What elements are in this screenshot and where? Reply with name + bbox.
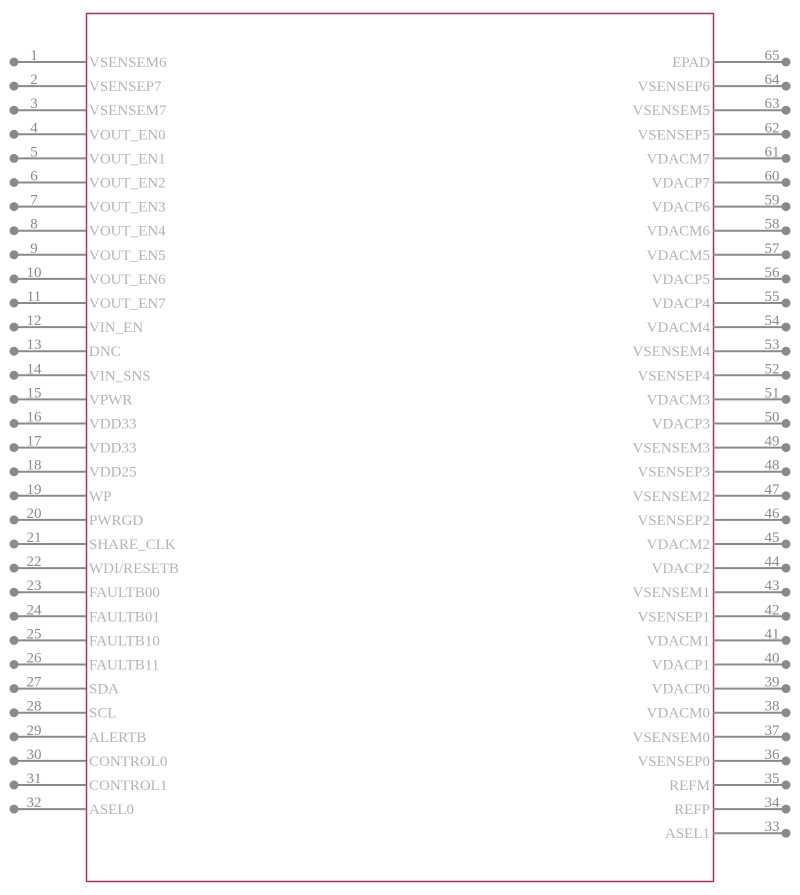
ic-body-outline	[87, 14, 714, 882]
pin-end-dot	[782, 443, 791, 452]
pin-label: CONTROL0	[89, 753, 168, 770]
pin-17	[10, 434, 137, 457]
pin-number: 23	[26, 578, 42, 595]
pin-number: 37	[764, 722, 780, 739]
pin-number: 15	[26, 385, 42, 402]
pin-label: VDACM2	[646, 537, 710, 553]
pin-label: REFM	[669, 778, 710, 794]
pin-21	[10, 530, 176, 553]
pin-end-dot	[782, 178, 791, 187]
pin-number: 36	[764, 746, 780, 763]
pin-label: VSENSEP6	[637, 79, 710, 96]
pin-33	[665, 819, 791, 842]
pin-label: DNC	[89, 344, 121, 361]
pin-label: VSENSEM2	[632, 488, 710, 505]
pin-label: VDACM1	[646, 633, 710, 650]
pin-label: VSENSEM5	[632, 103, 710, 120]
pin-38	[647, 699, 791, 722]
pin-end-dot	[10, 443, 19, 452]
pin-label: VSENSEM3	[632, 440, 710, 457]
pin-30	[10, 747, 168, 770]
pin-31	[10, 771, 168, 794]
pin-label: CONTROL1	[89, 778, 168, 794]
pin-label: FAULTB11	[89, 657, 160, 674]
pin-number: 16	[26, 409, 42, 426]
left-pin-group	[10, 48, 180, 818]
pin-end-dot	[10, 130, 19, 139]
pin-end-dot	[10, 419, 19, 428]
pin-label: SHARE_CLK	[89, 537, 176, 553]
pin-16	[10, 410, 137, 433]
pin-label: ALERTB	[89, 729, 147, 746]
pin-55	[652, 289, 791, 312]
pin-end-dot	[10, 781, 19, 790]
pin-number: 2	[30, 72, 38, 89]
pin-label: FAULTB10	[89, 633, 160, 650]
pin-43	[632, 578, 790, 601]
pin-label: VPWR	[89, 392, 133, 409]
pin-end-dot	[782, 82, 791, 91]
pin-49	[632, 434, 790, 457]
pin-1	[10, 48, 168, 71]
pin-41	[647, 626, 791, 649]
pin-number: 11	[26, 289, 42, 305]
pin-end-dot	[10, 178, 19, 187]
pin-label: VOUT_EN4	[89, 223, 166, 240]
pin-number: 24	[26, 602, 42, 619]
pin-10	[10, 265, 167, 288]
pin-29	[10, 723, 147, 746]
pin-label: VSENSEP7	[89, 79, 162, 96]
pin-number: 17	[26, 433, 42, 450]
pin-number: 4	[30, 120, 38, 137]
pin-end-dot	[782, 58, 791, 67]
pin-number: 55	[764, 289, 780, 305]
pin-label: VIN_EN	[89, 320, 144, 337]
pin-53	[632, 337, 790, 360]
pin-60	[652, 169, 791, 192]
pin-number: 39	[764, 674, 780, 691]
pin-end-dot	[10, 684, 19, 693]
pin-32	[10, 795, 135, 818]
pin-number: 54	[764, 313, 780, 330]
pin-label: VSENSEM0	[632, 729, 710, 746]
pin-end-dot	[782, 636, 791, 645]
pin-number: 22	[26, 554, 42, 571]
pin-end-dot	[782, 347, 791, 356]
pin-end-dot	[782, 564, 791, 573]
pin-end-dot	[10, 226, 19, 235]
pin-label: VDACP7	[651, 175, 710, 192]
pin-end-dot	[782, 323, 791, 332]
pin-number: 30	[26, 746, 42, 763]
pin-25	[10, 626, 160, 649]
pin-5	[10, 144, 166, 167]
pin-number: 44	[764, 554, 780, 571]
pin-end-dot	[782, 419, 791, 428]
pin-22	[10, 554, 180, 577]
pin-label: VDD33	[89, 440, 137, 457]
pin-end-dot	[782, 491, 791, 500]
pin-end-dot	[782, 540, 791, 549]
pin-28	[10, 699, 117, 722]
pin-number: 20	[26, 505, 42, 522]
pin-35	[669, 771, 790, 794]
pin-end-dot	[10, 347, 19, 356]
pin-number: 5	[30, 144, 38, 161]
pin-number: 33	[764, 819, 780, 836]
pin-end-dot	[10, 491, 19, 500]
pin-end-dot	[782, 274, 791, 283]
pin-label: VOUT_EN1	[89, 151, 166, 168]
pin-number: 29	[26, 722, 42, 739]
pin-end-dot	[10, 564, 19, 573]
pin-54	[647, 313, 791, 336]
pin-label: SDA	[89, 681, 120, 698]
pin-number: 45	[764, 530, 780, 546]
pin-number: 58	[764, 216, 780, 233]
pin-label: VOUT_EN3	[89, 199, 166, 216]
pin-end-dot	[10, 58, 19, 67]
pin-number: 56	[764, 264, 780, 281]
pin-number: 9	[30, 240, 38, 257]
pin-number: 61	[764, 144, 780, 161]
pin-end-dot	[10, 660, 19, 669]
pin-number: 34	[764, 795, 780, 812]
pin-number: 63	[764, 96, 780, 113]
pin-8	[10, 217, 167, 240]
pin-number: 35	[764, 771, 780, 787]
pin-end-dot	[10, 299, 19, 308]
pin-56	[652, 265, 791, 288]
pin-label: SCL	[89, 705, 117, 722]
pin-4	[10, 120, 166, 143]
pin-label: VDACP1	[651, 657, 710, 674]
pin-end-dot	[10, 515, 19, 524]
pin-number: 28	[26, 698, 42, 715]
pin-14	[10, 361, 151, 384]
pin-end-dot	[782, 515, 791, 524]
pin-12	[10, 313, 144, 336]
pin-label: VSENSEM1	[632, 585, 710, 602]
pin-label: VIN_SNS	[89, 368, 151, 385]
pin-label: VOUT_EN0	[89, 127, 166, 144]
pin-end-dot	[10, 588, 19, 597]
pin-label: VOUT_EN5	[89, 247, 166, 264]
pin-label: FAULTB01	[89, 609, 160, 626]
pin-63	[632, 96, 790, 119]
pin-end-dot	[782, 756, 791, 765]
pin-label: VSENSEM7	[89, 103, 167, 120]
pin-number: 48	[764, 457, 780, 474]
right-pin-group	[632, 48, 790, 842]
pin-number: 21	[26, 530, 42, 546]
pin-number: 32	[26, 795, 42, 812]
pin-label: VDACM6	[646, 223, 710, 240]
pin-number: 8	[30, 216, 38, 233]
pin-end-dot	[782, 829, 791, 838]
pin-end-dot	[782, 250, 791, 259]
pin-number: 52	[764, 361, 780, 378]
pin-label: VSENSEP0	[637, 753, 710, 770]
pin-number: 41	[764, 626, 780, 643]
pin-end-dot	[782, 588, 791, 597]
pin-label: VSENSEM4	[632, 344, 710, 361]
pin-50	[652, 410, 791, 433]
pin-number: 12	[26, 313, 42, 330]
pin-label: VDACP3	[651, 416, 710, 433]
pin-number: 13	[26, 337, 42, 354]
pin-end-dot	[10, 250, 19, 259]
pin-15	[10, 385, 133, 408]
pin-label: ASEL0	[89, 802, 134, 819]
pin-number: 10	[26, 264, 42, 281]
pin-end-dot	[10, 467, 19, 476]
pin-3	[10, 96, 168, 119]
pin-number: 53	[764, 337, 780, 354]
pin-59	[652, 193, 791, 216]
pin-label: VDACP5	[651, 271, 710, 288]
pin-13	[10, 337, 121, 360]
pin-end-dot	[782, 708, 791, 717]
pin-number: 18	[26, 457, 42, 474]
pin-37	[632, 723, 790, 746]
pin-end-dot	[782, 299, 791, 308]
pin-end-dot	[10, 540, 19, 549]
pin-label: VDACM7	[646, 151, 710, 168]
pin-end-dot	[782, 226, 791, 235]
pin-label: VOUT_EN2	[89, 175, 166, 192]
pin-label: VSENSEM6	[89, 55, 167, 71]
pin-end-dot	[782, 395, 791, 404]
pin-end-dot	[782, 106, 791, 115]
pin-end-dot	[10, 82, 19, 91]
pin-24	[10, 602, 160, 625]
pin-end-dot	[782, 130, 791, 139]
pin-number: 59	[764, 192, 780, 209]
pin-end-dot	[782, 660, 791, 669]
pin-label: WP	[89, 488, 112, 505]
pin-end-dot	[10, 612, 19, 621]
pin-label: REFP	[674, 802, 710, 819]
pin-number: 26	[26, 650, 42, 667]
pin-number: 49	[764, 433, 780, 450]
pin-18	[10, 458, 137, 481]
pin-end-dot	[10, 708, 19, 717]
pin-end-dot	[782, 154, 791, 163]
pin-label: VDACM5	[646, 247, 710, 264]
pin-number: 64	[764, 72, 780, 89]
pin-label: ASEL1	[665, 826, 710, 843]
pin-44	[652, 554, 791, 577]
pin-label: VOUT_EN6	[89, 271, 166, 288]
pin-end-dot	[782, 732, 791, 741]
pin-number: 14	[26, 361, 42, 378]
pin-45	[647, 530, 791, 553]
pin-label: VDD33	[89, 416, 137, 433]
pin-end-dot	[782, 805, 791, 814]
pin-number: 46	[764, 505, 780, 522]
pin-number: 19	[26, 481, 42, 498]
pin-label: VDACP0	[651, 681, 710, 698]
pin-label: VDD25	[89, 464, 137, 481]
pin-58	[647, 217, 791, 240]
pin-number: 60	[764, 168, 780, 185]
pin-number: 25	[26, 626, 42, 643]
pin-number: 40	[764, 650, 780, 667]
pin-label: VSENSEP3	[637, 464, 710, 481]
pin-end-dot	[10, 202, 19, 211]
pin-end-dot	[782, 371, 791, 380]
pin-number: 62	[764, 120, 780, 137]
pin-end-dot	[10, 154, 19, 163]
pin-40	[652, 651, 791, 674]
pin-61	[647, 144, 791, 167]
pin-end-dot	[782, 202, 791, 211]
pin-9	[10, 241, 166, 264]
pin-label: VSENSEP1	[637, 609, 710, 626]
pin-number: 7	[30, 192, 38, 209]
pin-number: 57	[764, 240, 780, 257]
pin-47	[632, 482, 790, 505]
pin-51	[647, 385, 791, 408]
pin-label: VDACM3	[646, 392, 710, 409]
pin-end-dot	[10, 636, 19, 645]
pin-20	[10, 506, 144, 529]
pin-number: 50	[764, 409, 780, 426]
pin-end-dot	[782, 684, 791, 693]
pin-label: VDACM4	[646, 320, 710, 337]
pin-number: 38	[764, 698, 780, 715]
pin-label: VSENSEP4	[637, 368, 710, 385]
pin-34	[674, 795, 790, 818]
pin-number: 27	[26, 674, 42, 691]
pin-end-dot	[10, 732, 19, 741]
pin-label: WDI/RESETB	[89, 561, 179, 578]
pin-57	[647, 241, 791, 264]
pin-end-dot	[782, 781, 791, 790]
pin-number: 51	[764, 385, 780, 402]
pin-end-dot	[782, 467, 791, 476]
pin-number: 31	[26, 771, 42, 787]
pin-label: VDACM0	[646, 705, 710, 722]
pin-number: 65	[764, 48, 780, 64]
pin-number: 6	[30, 168, 38, 185]
pin-26	[10, 651, 160, 674]
pin-label: EPAD	[672, 55, 710, 71]
pin-label: VDACP6	[651, 199, 710, 216]
pin-label: VSENSEP5	[637, 127, 710, 144]
pin-label: FAULTB00	[89, 585, 160, 602]
pin-label: PWRGD	[89, 512, 144, 529]
pin-end-dot	[10, 106, 19, 115]
pin-number: 3	[30, 96, 38, 113]
pin-end-dot	[10, 395, 19, 404]
pin-label: VSENSEP2	[637, 512, 710, 529]
pin-end-dot	[10, 371, 19, 380]
pin-65	[672, 48, 790, 71]
pin-end-dot	[782, 612, 791, 621]
pin-label: VOUT_EN7	[89, 296, 166, 312]
pin-end-dot	[10, 805, 19, 814]
pin-number: 42	[764, 602, 780, 619]
pin-11	[10, 289, 167, 312]
pin-number: 47	[764, 481, 780, 498]
pin-number: 1	[30, 48, 38, 64]
pin-27	[10, 675, 120, 698]
pin-number: 43	[764, 578, 780, 595]
pin-23	[10, 578, 160, 601]
pin-6	[10, 169, 166, 192]
pin-7	[10, 193, 166, 216]
pin-end-dot	[10, 323, 19, 332]
pin-label: VDACP2	[651, 561, 710, 578]
pin-end-dot	[10, 756, 19, 765]
pin-end-dot	[10, 274, 19, 283]
pin-39	[652, 675, 791, 698]
pin-19	[10, 482, 112, 505]
pin-label: VDACP4	[651, 296, 710, 312]
